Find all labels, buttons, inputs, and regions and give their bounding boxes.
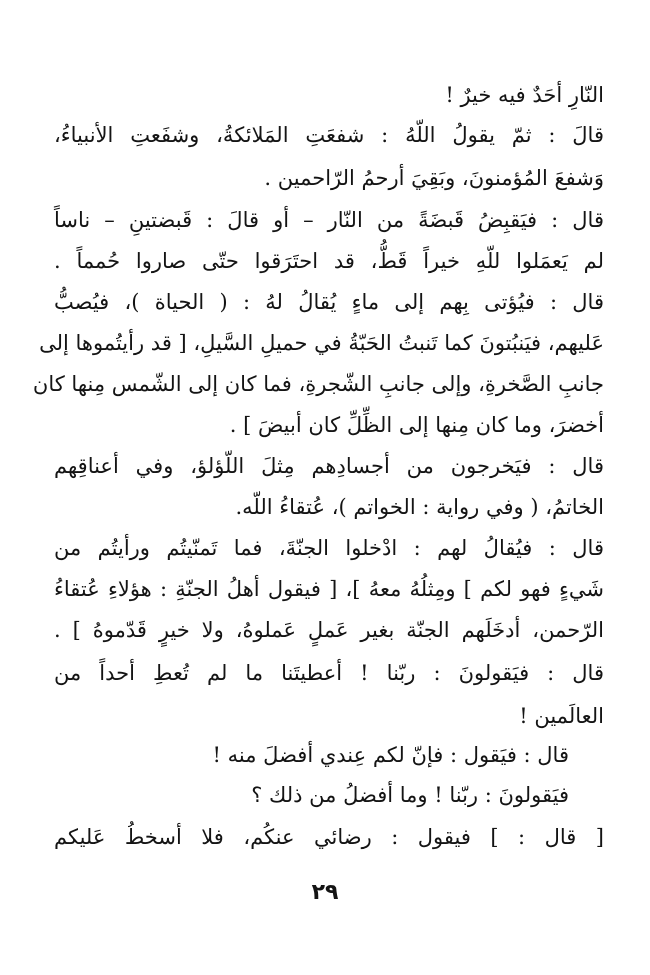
text-line: قال : فيُقالُ لهم : ادْخلوا الجنّةَ، فما تَمنّيتُم ورأيتُم من <box>54 536 604 560</box>
text-line: عَليهم، فيَنبُتونَ كما تَنبتُ الحَبّةُ في حميلِ السَّيلِ، [ قد رأيتُموها إلى <box>39 331 604 355</box>
text-line: وَشفعَ المُؤمنونَ، وبَقِيَ أرحمُ الرّاحمين . <box>264 166 604 190</box>
text-line: النّارِ أحَدٌ فيه خيرٌ ! <box>445 83 604 107</box>
text-line: الخاتمُ، ( وفي رواية : الخواتم )، عُتقاءُ اللّه. <box>235 495 604 519</box>
text-line: العالَمين ! <box>519 704 604 728</box>
text-line: قالَ : ثمّ يقولُ اللّهُ : شفعَتِ المَلائكةُ، وشفَعتِ الأنبياءُ، <box>54 123 604 147</box>
page-number: ٢٩ <box>311 880 339 905</box>
text-line: قال : فيَخرجون من أجسادِهم مِثلَ اللّؤلؤ، وفي أعناقِهم <box>54 454 604 478</box>
text-line: شَيءٍ فهو لكم ] ومِثلُهُ معهُ ]، [ فيقول أهلُ الجنّةِ : هؤلاءِ عُتقاءُ <box>54 577 604 601</box>
text-line: قال : فيَقول : فإنّ لكم عِندي أفضلَ منه ! <box>212 743 569 767</box>
text-line: قال : فيَقولونَ : ربّنا ! أعطيتَنا ما لم تُعطِ أحداً من <box>54 661 604 685</box>
text-line: قال : فيَقبِضُ قَبضَةً من النّار – أو قالَ : قَبضتينِ – ناساً <box>54 208 604 232</box>
text-line: لم يَعمَلوا للّهِ خيراً قَطُّ، قد احتَرَقوا حتّى صاروا حُمماً . <box>54 249 604 273</box>
text-line: جانبِ الصَّخرةِ، وإلى جانبِ الشّجرةِ، فما كان إلى الشّمس مِنها كان <box>32 372 604 396</box>
text-line: [ قال : ] فيقول : رضائي عنكُم، فلا أسخطُ عَليكم <box>54 825 604 849</box>
text-line: الرّحمن، أدخَلَهم الجنّة بغير عَملٍ عَملوهُ، ولا خيرٍ قَدّموهُ ] . <box>54 618 604 642</box>
text-line: قال : فيُؤتى بِهم إلى ماءٍ يُقالُ لهُ : ( الحياة )، فيُصبُّ <box>54 290 604 314</box>
text-line: أخضرَ، وما كان مِنها إلى الظِّلِّ كان أبيضَ ] . <box>229 413 604 437</box>
text-line: فيَقولونَ : ربّنا ! وما أفضلُ من ذلك ؟ <box>251 783 569 807</box>
